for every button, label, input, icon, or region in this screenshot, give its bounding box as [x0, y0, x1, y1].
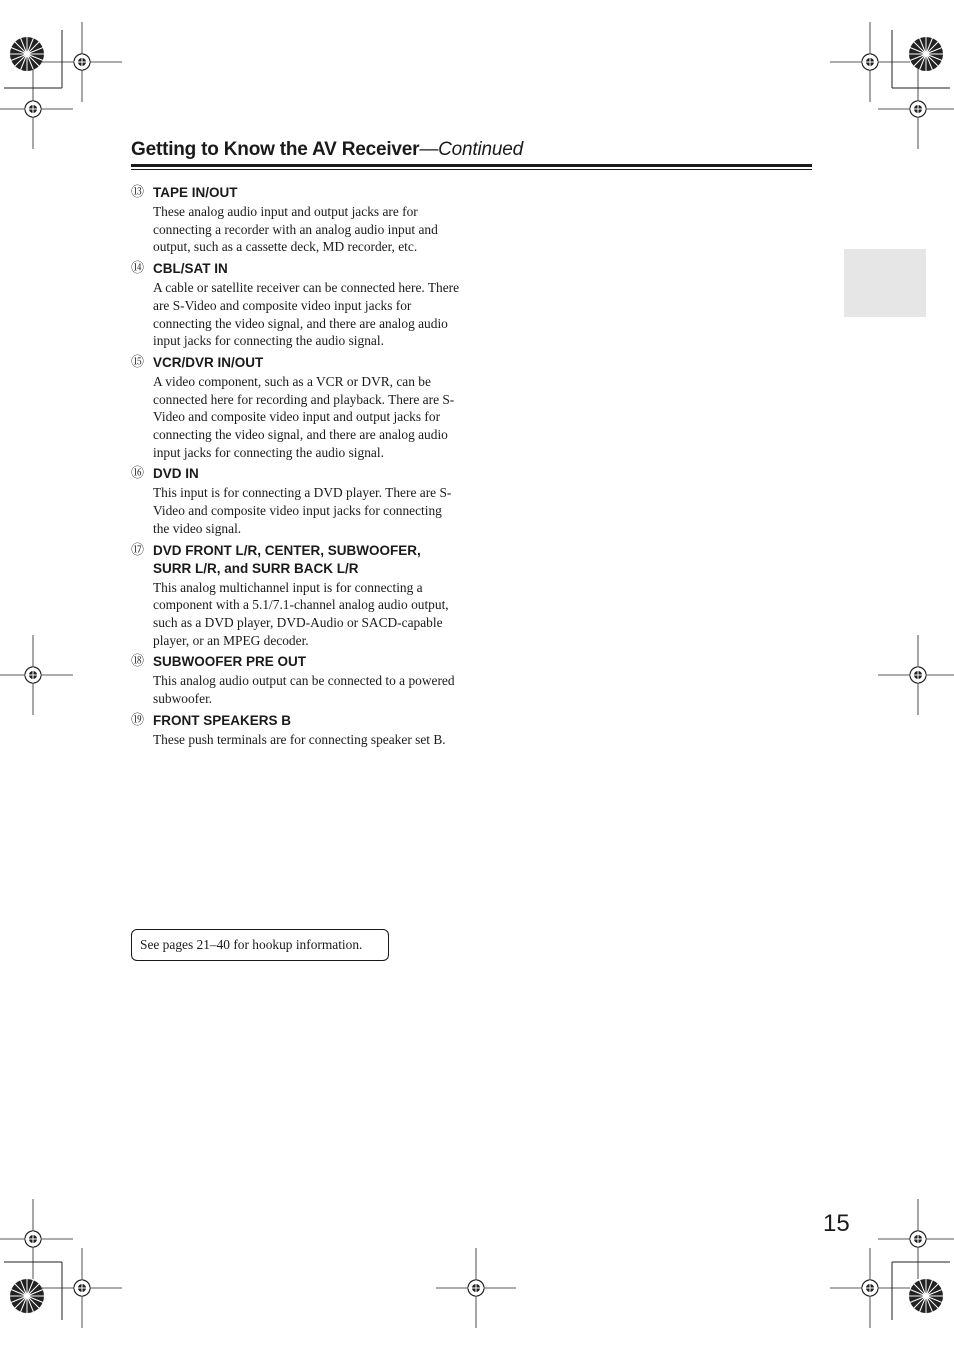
entry-title: VCR/DVR IN/OUT: [153, 354, 264, 370]
entry-body: These push terminals are for connecting speaker set B.: [153, 731, 446, 747]
page-number: 15: [823, 1210, 850, 1237]
entry-title: SUBWOOFER PRE OUT: [153, 654, 307, 670]
entry-title: DVD FRONT L/R, CENTER, SUBWOOFER, SURR L/R, and SURR BACK L/R: [153, 542, 421, 576]
hookup-note: See pages 21–40 for hookup information.: [131, 929, 389, 961]
title-rule-thin: [131, 169, 812, 170]
title-rule: [131, 164, 812, 167]
entry-title: CBL/SAT IN: [153, 261, 228, 277]
jack-descriptions: [131, 184, 461, 752]
entry-body: These analog audio input and output jacks are for connecting a recorder with an analog audio input and output, such as a cassette deck, MD recorder, etc.: [153, 204, 438, 255]
entry-body: A cable or satellite receiver can be connected here. There are S-Video and composite video input jacks for connecting the video signal, and there are analog audio input jacks for connecting the audio signal.: [153, 280, 460, 349]
entry-number: ⑲: [131, 712, 145, 728]
entry-number: ⑭: [131, 261, 145, 277]
entry-body: This input is for connecting a DVD player. There are S-Video and composite video input jacks for connecting the video signal.: [153, 485, 452, 536]
entry-number: ⑯: [131, 466, 145, 482]
section-tab: [844, 249, 926, 317]
entry-vcr-dvr-in-out: [131, 354, 461, 462]
entry-body: This analog multichannel input is for connecting a component with a 5.1/7.1-channel analog audio output, such as a DVD player, DVD-Audio or SACD-capable player, or an MPEG decoder.: [153, 579, 449, 648]
entry-title: DVD IN: [153, 466, 199, 482]
entry-dvd-multichannel: [131, 542, 461, 650]
page-title: [131, 139, 523, 161]
entry-title: TAPE IN/OUT: [153, 185, 238, 200]
page-title-main: Getting to Know the AV Receiver: [131, 139, 420, 160]
entry-number: ⑮: [131, 354, 145, 370]
entry-front-speakers-b: [131, 712, 461, 749]
entry-number: ⑱: [131, 654, 145, 670]
entry-title: FRONT SPEAKERS B: [153, 712, 292, 728]
entry-dvd-in: [131, 465, 461, 537]
entry-subwoofer-pre-out: [131, 653, 461, 707]
page-title-continued: —Continued: [419, 139, 523, 160]
entry-number: ⑰: [131, 542, 145, 558]
entry-tape-in-out: [131, 184, 461, 256]
entry-body: This analog audio output can be connected to a powered subwoofer.: [153, 673, 455, 707]
entry-cbl-sat-in: [131, 260, 461, 350]
entry-body: A video component, such as a VCR or DVR, can be connected here for recording and playback. There are S-Video and composite video input and output jacks for connecting the video signal, and there are analog audio input jacks for connecting the audio signal.: [153, 373, 455, 460]
entry-number: ⑬: [131, 185, 145, 200]
